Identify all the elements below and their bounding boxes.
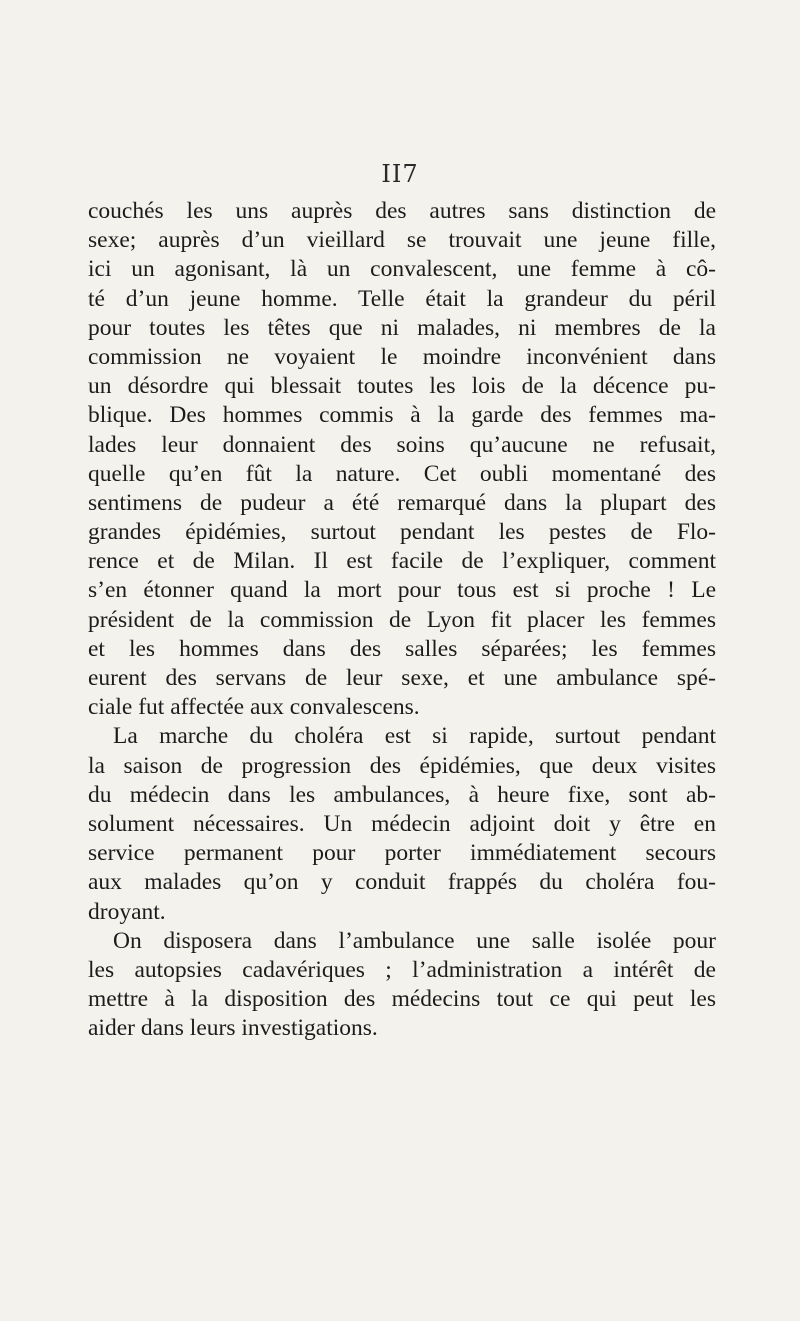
text-line: sexe; auprès d’un vieillard se trouvait une jeune fille, <box>88 227 716 254</box>
text-line: du médecin dans les ambulances, à heure fixe, sont ab- <box>88 781 716 808</box>
text-line: On disposera dans l’ambulance une salle isolée pour <box>113 927 716 954</box>
text-line: mettre à la disposition des médecins tout ce qui peut les <box>88 986 716 1013</box>
text-line: aider dans leurs investigations. <box>88 1015 378 1042</box>
text-line: solument nécessaires. Un médecin adjoint doit y être en <box>88 810 716 837</box>
text-line: couchés les uns auprès des autres sans distinction de <box>88 198 716 224</box>
text-line: aux malades qu’on y conduit frappés du choléra fou- <box>88 869 716 896</box>
text-line: grandes épidémies, surtout pendant les pestes de Flo- <box>88 519 716 546</box>
text-line: commission ne voyaient le moindre inconvénient dans <box>88 343 716 370</box>
text-line: quelle qu’en fût la nature. Cet oubli momentané des <box>88 460 716 487</box>
text-line: et les hommes dans des salles séparées; les femmes <box>88 635 716 662</box>
text-line: sentimens de pudeur a été remarqué dans la plupart des <box>88 489 716 516</box>
text-line: ciale fut affectée aux convalescens. <box>88 694 420 721</box>
page-number: II7 <box>381 160 419 188</box>
text-line: service permanent pour porter immédiatement secours <box>88 840 716 867</box>
text-line: s’en étonner quand la mort pour tous est si proche ! Le <box>88 577 716 604</box>
text-line: les autopsies cadavériques ; l’administration a intérêt de <box>88 956 716 983</box>
text-line: té d’un jeune homme. Telle était la grandeur du péril <box>88 285 716 312</box>
body-text <box>88 197 716 1043</box>
text-line: un désordre qui blessait toutes les lois de la décence pu- <box>88 373 716 400</box>
text-line: pour toutes les têtes que ni malades, ni membres de la <box>88 314 716 341</box>
text-line: eurent des servans de leur sexe, et une ambulance spé- <box>88 665 716 691</box>
text-line: la saison de progression des épidémies, que deux visites <box>88 752 716 779</box>
text-line: président de la commission de Lyon fit placer les femmes <box>88 606 716 633</box>
text-line: blique. Des hommes commis à la garde des femmes ma- <box>88 402 716 429</box>
text-line: ici un agonisant, là un convalescent, une femme à cô- <box>88 256 716 283</box>
text-line: rence et de Milan. Il est facile de l’expliquer, comment <box>88 548 716 575</box>
text-line: lades leur donnaient des soins qu’aucune ne refusait, <box>88 431 716 458</box>
text-line: droyant. <box>88 898 166 925</box>
text-line: La marche du choléra est si rapide, surtout pendant <box>113 723 716 750</box>
